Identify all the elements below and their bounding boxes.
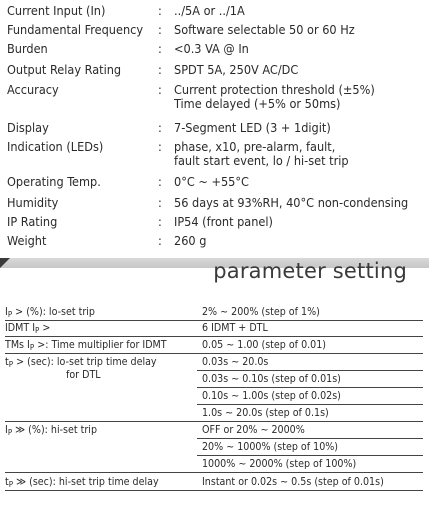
param-value: 6 IDMT + DTL <box>202 322 268 334</box>
section-title: parameter setting <box>213 259 407 283</box>
param-label: IDMT IP > <box>5 322 51 335</box>
spec-colon: : <box>158 195 162 210</box>
spec-colon: : <box>158 22 162 37</box>
spec-colon: : <box>158 214 162 229</box>
row-rule <box>5 472 423 473</box>
spec-value: Software selectable 50 or 60 Hz <box>174 22 355 37</box>
param-value: 0.03s ~ 0.10s (step of 0.01s) <box>202 373 341 385</box>
param-value: 1.0s ~ 20.0s (step of 0.1s) <box>202 407 329 419</box>
section-divider-notch <box>0 258 10 268</box>
param-label-cont: for DTL <box>66 369 101 381</box>
spec-colon: : <box>158 41 162 56</box>
param-label: IP > (%): lo-set trip <box>5 306 95 319</box>
spec-value: SPDT 5A, 250V AC/DC <box>174 62 299 77</box>
row-rule <box>197 455 423 456</box>
spec-label: Weight <box>7 233 47 248</box>
param-label: TMs IP >: Time multiplier for IDMT <box>5 339 167 352</box>
spec-colon: : <box>158 233 162 248</box>
row-rule <box>5 320 423 321</box>
spec-value-line: Time delayed (+5% or 50ms) <box>174 96 341 111</box>
spec-label: Accuracy <box>7 82 59 97</box>
spec-label: Current Input (In) <box>7 3 106 18</box>
param-label: IP ≫ (%): hi-set trip <box>5 424 97 437</box>
spec-colon: : <box>158 174 162 189</box>
param-value: 0.10s ~ 1.00s (step of 0.02s) <box>202 390 341 402</box>
row-rule <box>5 490 423 491</box>
spec-colon: : <box>158 82 162 97</box>
spec-label: IP Rating <box>7 214 58 229</box>
row-rule <box>5 421 423 422</box>
spec-label: Output Relay Rating <box>7 62 122 77</box>
param-value: Instant or 0.02s ~ 0.5s (step of 0.01s) <box>202 476 384 488</box>
spec-label: Humidity <box>7 195 59 210</box>
spec-value: 7-Segment LED (3 + 1digit) <box>174 120 331 135</box>
spec-value: ../5A or ../1A <box>174 3 245 18</box>
param-value: 20% ~ 1000% (step of 10%) <box>202 441 339 453</box>
param-value: 0.05 ~ 1.00 (step of 0.01) <box>202 339 326 351</box>
spec-value: <0.3 VA @ In <box>174 41 249 56</box>
param-value: 2% ~ 200% (step of 1%) <box>202 306 320 318</box>
spec-colon: : <box>158 120 162 135</box>
spec-label: Indication (LEDs) <box>7 139 104 154</box>
spec-label: Fundamental Frequency <box>7 22 144 37</box>
spec-value-multiline <box>174 140 349 168</box>
row-rule <box>5 336 423 337</box>
spec-value-line: phase, x10, pre-alarm, fault, <box>174 139 336 154</box>
spec-value: 260 g <box>174 233 207 248</box>
row-rule <box>5 353 423 354</box>
spec-colon: : <box>158 62 162 77</box>
param-value: 1000% ~ 2000% (step of 100%) <box>202 458 357 470</box>
spec-value-multiline <box>174 83 375 111</box>
param-label: tP > (sec): lo-set trip time delay <box>5 356 157 369</box>
spec-value-line: fault start event, lo / hi-set trip <box>174 153 349 168</box>
row-rule <box>197 370 423 371</box>
spec-value: 0°C ~ +55°C <box>174 174 249 189</box>
row-rule <box>197 404 423 405</box>
spec-label: Burden <box>7 41 48 56</box>
spec-value: IP54 (front panel) <box>174 214 273 229</box>
spec-colon: : <box>158 139 162 154</box>
spec-value-line: Current protection threshold (±5%) <box>174 82 375 97</box>
spec-colon: : <box>158 3 162 18</box>
row-rule <box>197 438 423 439</box>
spec-value: 56 days at 93%RH, 40°C non-condensing <box>174 195 409 210</box>
param-value: 0.03s ~ 20.0s <box>202 356 269 368</box>
param-label: tP ≫ (sec): hi-set trip time delay <box>5 476 159 489</box>
param-value: OFF or 20% ~ 2000% <box>202 424 305 436</box>
row-rule <box>197 387 423 388</box>
spec-label: Display <box>7 120 49 135</box>
spec-label: Operating Temp. <box>7 174 101 189</box>
